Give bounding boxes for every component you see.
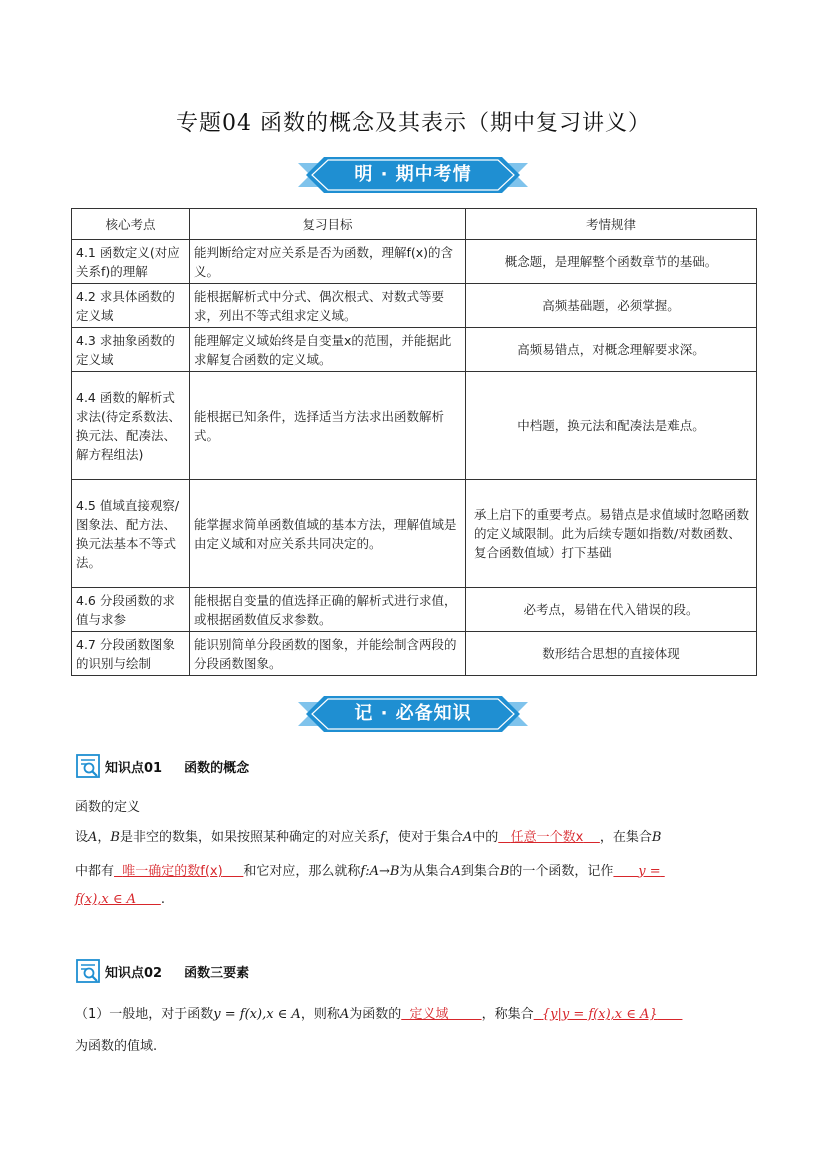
knowledge-point-heading xyxy=(75,958,249,984)
text: ，则称 xyxy=(300,1007,340,1022)
banner-text: 明 · 期中考情 xyxy=(354,164,472,185)
text: 中的 xyxy=(472,830,499,845)
cell-pattern: 数形结合思想的直接体现 xyxy=(466,632,757,676)
definition-heading xyxy=(75,796,140,815)
magnifier-document-icon xyxy=(75,958,101,984)
var-A: A xyxy=(451,864,461,879)
knowledge-point-number: 知识点01 xyxy=(105,760,163,776)
table-header-row xyxy=(72,209,757,240)
header-goal: 复习目标 xyxy=(190,209,466,240)
cell-goal: 能掌握求简单函数值域的基本方法，理解值域是由定义域和对应关系共同决定的。 xyxy=(190,480,466,588)
knowledge-point-number: 知识点02 xyxy=(105,965,163,981)
elements-line-2 xyxy=(75,1035,157,1054)
var-A: A xyxy=(462,830,473,845)
cell-pattern: 高频易错点，对概念理解要求深。 xyxy=(466,328,757,372)
answer-blank-3a xyxy=(613,864,664,879)
answer-blank-2 xyxy=(114,864,243,879)
cell-topic: 4.4 函数的解析式求法(待定系数法、换元法、配凑法、解方程组法) xyxy=(72,372,190,480)
heading-text: 函数的定义 xyxy=(75,800,141,815)
definition-line-2 xyxy=(75,860,665,879)
cell-goal: 能判断给定对应关系是否为函数，理解f(x)的含义。 xyxy=(190,240,466,284)
var-f: f xyxy=(380,830,385,845)
cell-goal: 能根据解析式中分式、偶次根式、对数式等要求，列出不等式组求定义域。 xyxy=(190,284,466,328)
answer-blank-domain xyxy=(401,1007,481,1022)
section-banner-exam xyxy=(298,155,528,195)
table-row xyxy=(72,588,757,632)
text: 到集合 xyxy=(460,864,500,879)
var-B: B xyxy=(651,830,662,845)
text: ，使对于集合 xyxy=(384,830,463,845)
table-row xyxy=(72,240,757,284)
text: 为函数的值域. xyxy=(75,1039,158,1054)
elements-line-1 xyxy=(75,1003,682,1022)
var-B: B xyxy=(499,864,510,879)
definition-line-3 xyxy=(75,892,165,907)
answer-text: 唯一确定的数f(x) xyxy=(122,864,223,879)
table-row xyxy=(72,480,757,588)
text: ，称集合 xyxy=(481,1007,534,1022)
table-row xyxy=(72,632,757,676)
mapping-notation: f:A→B xyxy=(360,864,400,879)
var-B: B xyxy=(110,830,120,845)
knowledge-point-title: 函数三要素 xyxy=(184,965,250,981)
cell-pattern: 概念题，是理解整个函数章节的基础。 xyxy=(466,240,757,284)
answer-text: 定义域 xyxy=(409,1007,449,1022)
table-row xyxy=(72,284,757,328)
cell-pattern: 必考点，易错在代入错误的段。 xyxy=(466,588,757,632)
definition-line-1 xyxy=(75,826,661,845)
function-notation: y = f(x),x ∈ A xyxy=(213,1007,301,1022)
page-title: 专题04 函数的概念及其表示（期中复习讲义） xyxy=(176,111,651,136)
cell-goal: 能理解定义域始终是自变量x的范围，并能据此求解复合函数的定义域。 xyxy=(190,328,466,372)
knowledge-point-heading xyxy=(75,753,249,779)
text: 是非空的数集，如果按照某种确定的对应关系 xyxy=(119,830,380,845)
cell-goal: 能根据自变量的值选择正确的解析式进行求值，或根据函数值反求参数。 xyxy=(190,588,466,632)
answer-blank-range xyxy=(534,1007,683,1022)
cell-topic: 4.1 函数定义(对应关系f)的理解 xyxy=(72,240,190,284)
cell-topic: 4.7 分段函数图象的识别与绘制 xyxy=(72,632,190,676)
cell-topic: 4.5 值域直接观察/图象法、配方法、换元法基本不等式法。 xyxy=(72,480,190,588)
header-topic: 核心考点 xyxy=(72,209,190,240)
text: （1）一般地，对于函数 xyxy=(75,1007,214,1022)
banner-text: 记 · 必备知识 xyxy=(354,703,472,724)
answer-text: y = xyxy=(638,864,661,879)
table-row xyxy=(72,372,757,480)
cell-pattern: 承上启下的重要考点。易错点是求值域时忽略函数的定义域限制。此为后续专题如指数/对数函数、复合函数值域）打下基础 xyxy=(466,480,757,588)
cell-topic: 4.2 求具体函数的定义域 xyxy=(72,284,190,328)
cell-topic: 4.6 分段函数的求值与求参 xyxy=(72,588,190,632)
cell-goal: 能识别简单分段函数的图象，并能绘制含两段的分段函数图象。 xyxy=(190,632,466,676)
exam-table xyxy=(71,208,757,676)
section-banner-knowledge xyxy=(298,694,528,734)
answer-blank-1 xyxy=(498,830,600,845)
answer-text: 任意一个数x xyxy=(510,830,584,845)
magnifier-document-icon xyxy=(75,753,101,779)
text: 的一个函数，记作 xyxy=(509,864,614,879)
header-pattern: 考情规律 xyxy=(466,209,757,240)
text: . xyxy=(160,892,165,907)
text: 中都有 xyxy=(75,864,115,879)
cell-pattern: 中档题，换元法和配凑法是难点。 xyxy=(466,372,757,480)
cell-topic: 4.3 求抽象函数的定义域 xyxy=(72,328,190,372)
cell-goal: 能根据已知条件，选择适当方法求出函数解析式。 xyxy=(190,372,466,480)
cell-pattern: 高频基础题，必须掌握。 xyxy=(466,284,757,328)
var-A: A xyxy=(339,1007,350,1022)
text: 和它对应，那么就称 xyxy=(243,864,361,879)
table-row xyxy=(72,328,757,372)
text: ， xyxy=(97,830,111,845)
text: 为从集合 xyxy=(399,864,452,879)
knowledge-point-title: 函数的概念 xyxy=(184,760,250,776)
text: ，在集合 xyxy=(599,830,652,845)
text: 为函数的 xyxy=(349,1007,402,1022)
answer-blank-3b xyxy=(75,892,161,907)
answer-text: f(x),x ∈ A xyxy=(75,892,137,907)
var-A: A xyxy=(88,830,98,845)
answer-text: {y|y = f(x),x ∈ A} xyxy=(541,1007,658,1022)
text: 设 xyxy=(75,830,89,845)
